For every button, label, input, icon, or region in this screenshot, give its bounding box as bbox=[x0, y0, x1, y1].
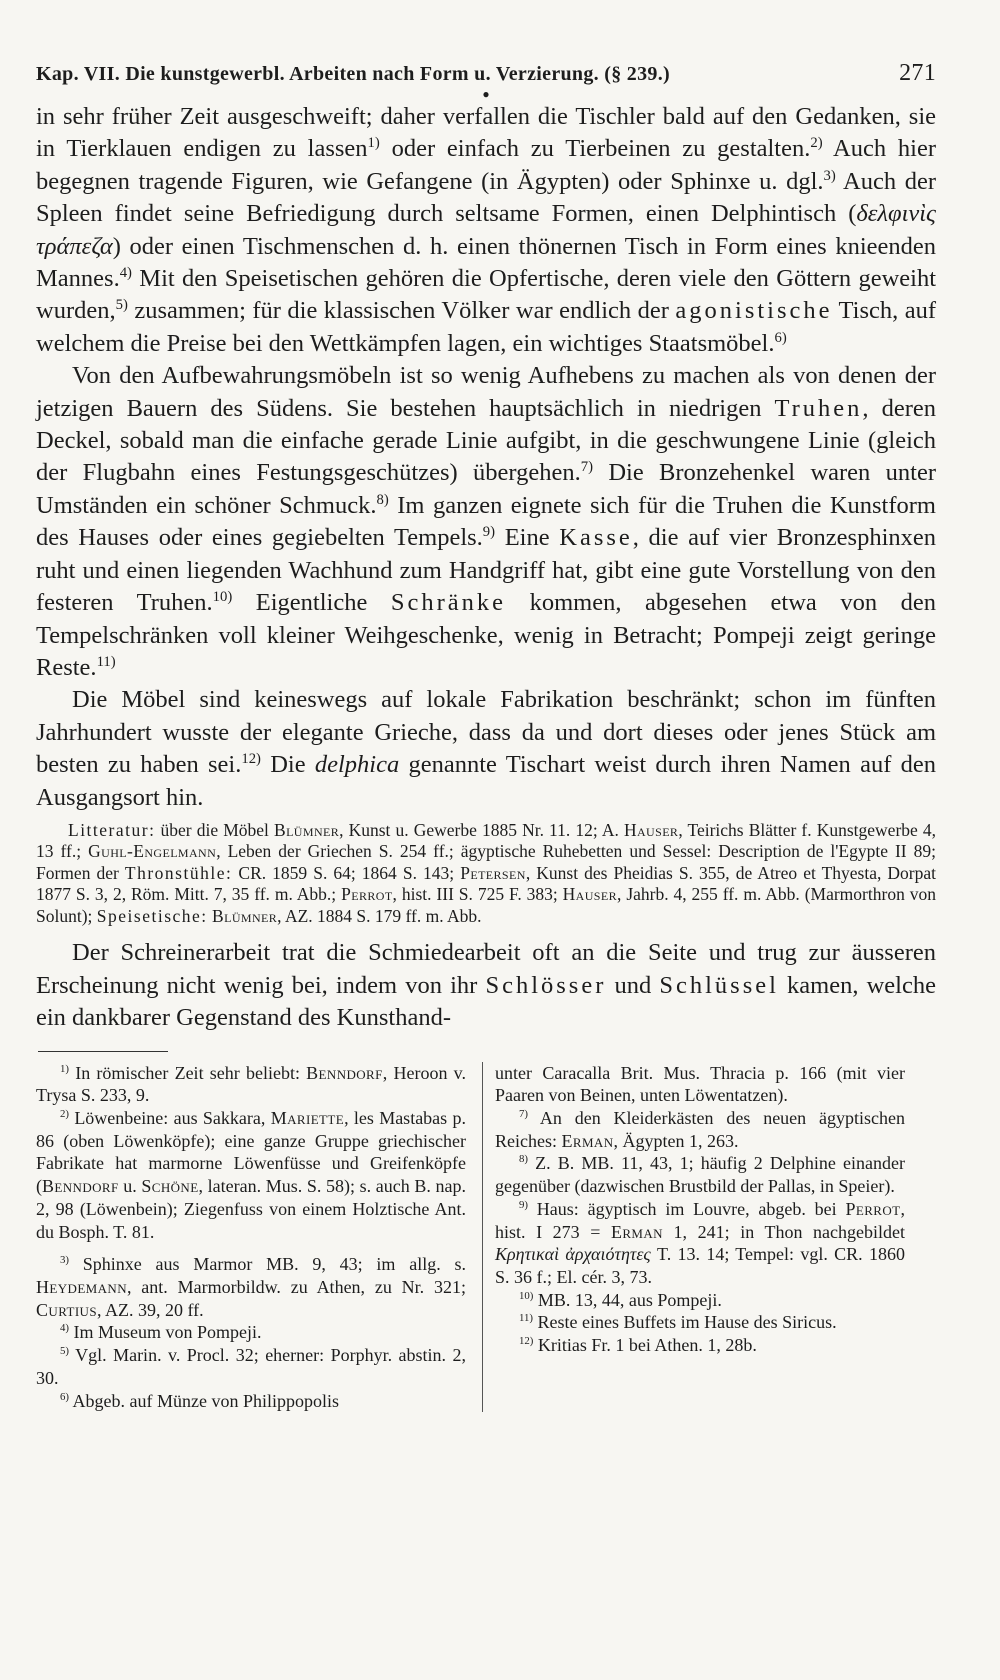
spaced-term: agonistische bbox=[675, 297, 833, 325]
footnote-11: $^{11)}$ Reste eines Buffets im Hause des Siricus. bbox=[519, 1312, 837, 1333]
footnotes-left-column bbox=[36, 1062, 466, 1413]
spaced-term: Schränke bbox=[390, 589, 507, 617]
footnote-2: $^{2)}$ Löwenbeine: aus Sakkara, Mariette, les Mastabas p. 86 (oben Löwenköpfe); eine ganze Gruppe griechischer Fabrikate hat marmorne Löwenfüsse und Greifenköpfe (Benndorf u. Schöne, lateran. Mus. S. 58); s. auch B. nap. 2, 98 (Löwenbein); Ziegenfuss von einem Holztische Ant. du Bosph. T. 81. bbox=[36, 1108, 466, 1242]
main-text bbox=[36, 101, 936, 814]
footnote-5: $^{5)}$ Vgl. Marin. v. Procl. 32; eherner: Porphyr. abstin. 2, 30. bbox=[36, 1345, 466, 1388]
italic-term: delphica bbox=[314, 751, 400, 779]
footnote-divider bbox=[38, 1051, 168, 1052]
footnote-ref: 11) bbox=[96, 653, 116, 670]
footnote-8: $^{8)}$ Z. B. MB. 11, 43, 1; häufig 2 Delphine einander gegenüber (dazwischen Brustbild der Pallas, in Speier). bbox=[495, 1153, 905, 1197]
running-header bbox=[36, 60, 936, 87]
spaced-term: Truhen bbox=[774, 394, 863, 422]
paragraph-3: Die Möbel sind keineswegs auf lokale Fabrikation beschränkt; schon im fünften Jahrhundert wusste der elegante Grieche, dass da und dort dieses oder jenes Stück am besten zu haben sei.$^{12)}$ Die delphica genannte Tischart weist durch ihren Namen auf den Ausgangsort hin. bbox=[36, 686, 936, 811]
footnotes-right-column bbox=[482, 1062, 905, 1413]
footnote-9: $^{9)}$ Haus: ägyptisch im Louvre, abgeb. bei Perrot, hist. I 273 = Erman 1, 241; in Thon nachgebildet Κρητικαὶ ἀρχαιότητες T. 13. 14; Tempel: vgl. CR. 1860 S. 36 f.; El. cér. 3, 73. bbox=[495, 1198, 905, 1287]
footnote-ref: 2) bbox=[810, 135, 823, 152]
footnote-4: $^{4)}$ Im Museum von Pompeji. bbox=[60, 1322, 262, 1343]
footnote-6-continued: unter Caracalla Brit. Mus. Thracia p. 166 (mit vier Paaren von Beinen, unten Löwentatzen). bbox=[495, 1062, 905, 1106]
footnote-ref: 5) bbox=[115, 297, 128, 314]
spaced-term: Kasse bbox=[559, 524, 633, 552]
main-text-continued bbox=[36, 937, 936, 1034]
footnote-7: $^{7)}$ An den Kleiderkästen des neuen ägyptischen Reiches: Erman, Ägypten 1, 263. bbox=[495, 1108, 905, 1151]
footnotes bbox=[36, 1062, 936, 1413]
footnote-ref: 1) bbox=[367, 135, 380, 152]
footnote-ref: 6) bbox=[774, 329, 787, 346]
page-number: 271 bbox=[899, 60, 936, 86]
footnote-ref: 4) bbox=[119, 264, 132, 281]
spaced-term: Schlösser bbox=[485, 971, 607, 999]
paragraph-4: Der Schreinerarbeit trat die Schmiedearbeit oft an die Seite und trug zur äusseren Erscheinung nicht wenig bei, indem von ihr Schlösser und Schlüssel kamen, welche ein dankbarer Gegenstand des Kunsthand- bbox=[36, 939, 936, 1032]
greek-term: δελφινὶς τράπεζα bbox=[36, 200, 936, 260]
footnote-ref: 8) bbox=[376, 491, 389, 508]
page bbox=[36, 60, 936, 1412]
footnote-10: $^{10)}$ MB. 13, 44, aus Pompeji. bbox=[519, 1289, 722, 1310]
footnote-ref: 9) bbox=[482, 524, 496, 541]
header-title: Kap. VII. Die kunstgewerbl. Arbeiten nach Form u. Verzierung. (§ 239.) bbox=[36, 63, 670, 85]
paragraph-2: Von den Aufbewahrungsmöbeln ist so wenig Aufhebens zu machen als von denen der jetzigen Bauern des Südens. Sie bestehen hauptsächlich in niedrigen Truhen, deren Deckel, sobald man die einfache gerade Linie aufgibt, in die geschwungene Linie (gleich der Flugbahn eines Festungsgeschützes) übergehen.$^{7)}$ Die Bronzehenkel waren unter Umständen ein schöner Schmuck.$^{8)}$ Im ganzen eignete sich für die Truhen die Kunstform des Hauses oder eines gegiebelten Tempels.$^{9)}$ Eine Kasse, die auf vier Bronzesphinxen ruht und einen liegenden Wachhund zum Handgriff hat, gibt eine gute Vorstellung von den festeren Truhen.$^{10)}$ Eigentliche Schränke kommen, abgesehen etwa von den Tempelschränken voll kleiner Weihgeschenke, wenig in Betracht; Pompeji zeigt geringe Reste.$^{11)}$ bbox=[36, 362, 936, 681]
footnote-ref: 7) bbox=[580, 459, 593, 476]
printer-mark: ● bbox=[482, 87, 490, 101]
paragraph-1: in sehr früher Zeit ausgeschweift; daher verfallen die Tischler bald auf den Gedanken, sie in Tierklauen endigen zu lassen$^{1)}$ oder einfach zu Tierbeinen zu gestalten.$^{2)}$ Auch hier begegnen tragende Figuren, wie Gefangene (in Ägypten) oder Sphinxe u. dgl.$^{3)}$ Auch der Spleen findet seine Befriedigung durch seltsame Formen, einen Delphintisch (δελφινὶς τράπεζα) oder einen Tischmenschen d. h. einen thönernen Tisch in Form eines knieenden Mannes.$^{4)}$ Mit den Speisetischen gehören die Opfertische, deren viele den Göttern geweiht wurden,$^{5)}$ zusammen; für die klassischen Völker war endlich der agonistische Tisch, auf welchem die Preise bei den Wettkämpfen lagen, ein wichtiges Staatsmöbel.$^{6)}$ bbox=[36, 103, 937, 357]
footnote-ref: 10) bbox=[212, 588, 233, 605]
footnote-ref: 12) bbox=[241, 750, 261, 767]
footnote-ref: 3) bbox=[823, 167, 836, 184]
footnote-6: $^{6)}$ Abgeb. auf Münze von Philippopolis bbox=[60, 1390, 339, 1411]
literature-note: Litteratur: über die Möbel Blümner, Kunst u. Gewerbe 1885 Nr. 11. 12; A. Hauser, Teirichs Blätter f. Kunstgewerbe 4, 13 ff.; Guhl-Engelmann, Leben der Griechen S. 254 ff.; ägyptische Ruhebetten und Sessel: Description de l'Egypte II 89; Formen der Thronstühle: CR. 1859 S. 64; 1864 S. 143; Petersen, Kunst des Pheidias S. 355, de Atreo et Thyesta, Dorpat 1877 S. 3, 2, Röm. Mitt. 7, 35 ff. m. Abb.; Perrot, hist. III S. 725 F. 383; Hauser, Jahrb. 4, 255 ff. m. Abb. (Marmorthron von Solunt); Speisetische: Blümner, AZ. 1884 S. 179 ff. m. Abb. bbox=[36, 819, 937, 926]
spaced-term: Schlüssel bbox=[659, 971, 779, 999]
footnote-1: $^{1)}$ In römischer Zeit sehr beliebt: Benndorf, Heroon v. Trysa S. 233, 9. bbox=[36, 1062, 466, 1106]
footnote-12: $^{12)}$ Kritias Fr. 1 bei Athen. 1, 28b. bbox=[519, 1335, 757, 1356]
footnote-3: $^{3)}$ Sphinxe aus Marmor MB. 9, 43; im allg. s. Heydemann, ant. Marmorbildw. zu Athen, zu Nr. 321; Curtius, AZ. 39, 20 ff. bbox=[36, 1254, 466, 1320]
